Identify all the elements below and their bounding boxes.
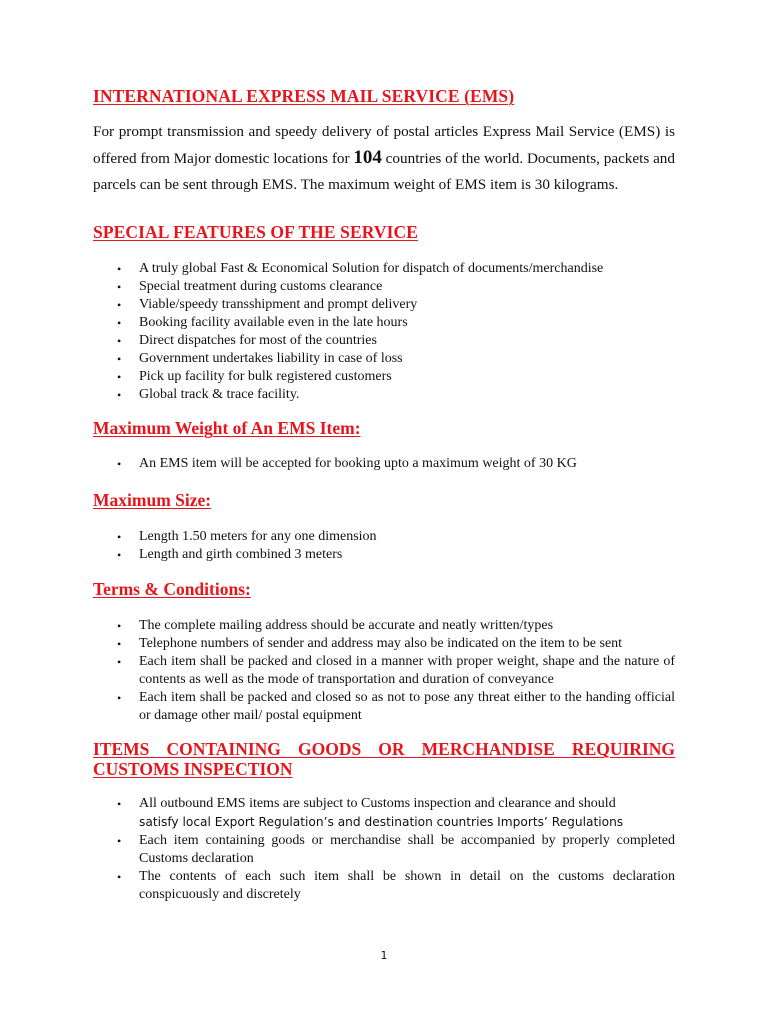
list-item: • A truly global Fast & Economical Solution for dispatch of documents/merchandise xyxy=(117,261,604,276)
max-weight-list xyxy=(93,455,675,473)
list-item: • Telephone numbers of sender and address may also be indicated on the item to be sent xyxy=(117,636,623,651)
bullet-icon: • xyxy=(117,280,122,294)
customs-heading: ITEMS CONTAINING GOODS OR MERCHANDISE REQUIRING CUSTOMS INSPECTION xyxy=(93,739,675,779)
bullet-icon: • xyxy=(117,316,122,330)
list-item: • All outbound EMS items are subject to Customs inspection and clearance and should satisfy local Export Regulation’s and destination countries Imports’ Regulations xyxy=(117,796,624,829)
list-item: • An EMS item will be accepted for booking upto a maximum weight of 30 KG xyxy=(117,456,577,471)
list-item: • Government undertakes liability in case of loss xyxy=(117,351,403,366)
list-item: • The complete mailing address should be accurate and neatly written/types xyxy=(117,618,554,633)
bullet-icon: • xyxy=(117,870,122,884)
bullet-icon: • xyxy=(117,655,122,669)
list-item: • Length 1.50 meters for any one dimension xyxy=(117,529,377,544)
bullet-icon: • xyxy=(117,262,122,276)
list-item: • Each item shall be packed and closed so as not to pose any threat either to the handing official or damage other mail/ postal equipment xyxy=(117,690,675,723)
special-features-heading: SPECIAL FEATURES OF THE SERVICE xyxy=(93,222,419,242)
list-item: • Viable/speedy transshipment and prompt delivery xyxy=(117,297,418,312)
list-item: • The contents of each such item shall be shown in detail on the customs declaration conspicuously and discretely xyxy=(117,869,675,902)
list-item: • Length and girth combined 3 meters xyxy=(117,547,343,562)
bullet-icon: • xyxy=(117,797,122,811)
bullet-icon: • xyxy=(117,352,122,366)
list-item: • Each item shall be packed and closed in a manner with proper weight, shape and the nature of contents as well as the mode of transportation and duration of conveyance xyxy=(117,654,675,687)
terms-list xyxy=(93,617,675,725)
intro-text-part1: For prompt transmission and speedy delivery of postal articles Express Mail Service (EMS) is offered from Major domestic locations for xyxy=(93,123,675,167)
bullet-icon: • xyxy=(117,834,122,848)
max-size-list xyxy=(93,528,675,564)
list-item: • Each item containing goods or merchandise shall be accompanied by properly completed Customs declaration xyxy=(117,833,675,866)
list-item: • Special treatment during customs clearance xyxy=(117,279,383,294)
terms-heading: Terms & Conditions: xyxy=(93,579,251,599)
max-weight-heading: Maximum Weight of An EMS Item: xyxy=(93,418,361,438)
intro-text-part2: countries of the world. Documents, packets and parcels can be sent through EMS. The maximum weight of EMS item is 30 kilograms. xyxy=(93,150,675,193)
page-number: 1 xyxy=(380,949,388,962)
bullet-icon: • xyxy=(117,637,122,651)
bullet-icon: • xyxy=(117,370,122,384)
bullet-icon: • xyxy=(117,298,122,312)
bullet-icon: • xyxy=(117,619,122,633)
list-item: • Booking facility available even in the late hours xyxy=(117,315,408,330)
special-features-list xyxy=(93,260,675,404)
bullet-icon: • xyxy=(117,457,122,471)
list-item: • Direct dispatches for most of the countries xyxy=(117,333,377,348)
intro-paragraph xyxy=(93,119,675,198)
bullet-icon: • xyxy=(117,334,122,348)
customs-list xyxy=(93,795,675,904)
bullet-icon: • xyxy=(117,388,122,402)
page-title: INTERNATIONAL EXPRESS MAIL SERVICE (EMS) xyxy=(93,86,515,106)
list-item: • Global track & trace facility. xyxy=(117,387,300,402)
intro-country-count: 104 xyxy=(353,147,382,168)
bullet-icon: • xyxy=(117,530,122,544)
bullet-icon: • xyxy=(117,691,122,705)
max-size-heading: Maximum Size: xyxy=(93,490,212,510)
list-item: • Pick up facility for bulk registered customers xyxy=(117,369,392,384)
bullet-icon: • xyxy=(117,548,122,562)
